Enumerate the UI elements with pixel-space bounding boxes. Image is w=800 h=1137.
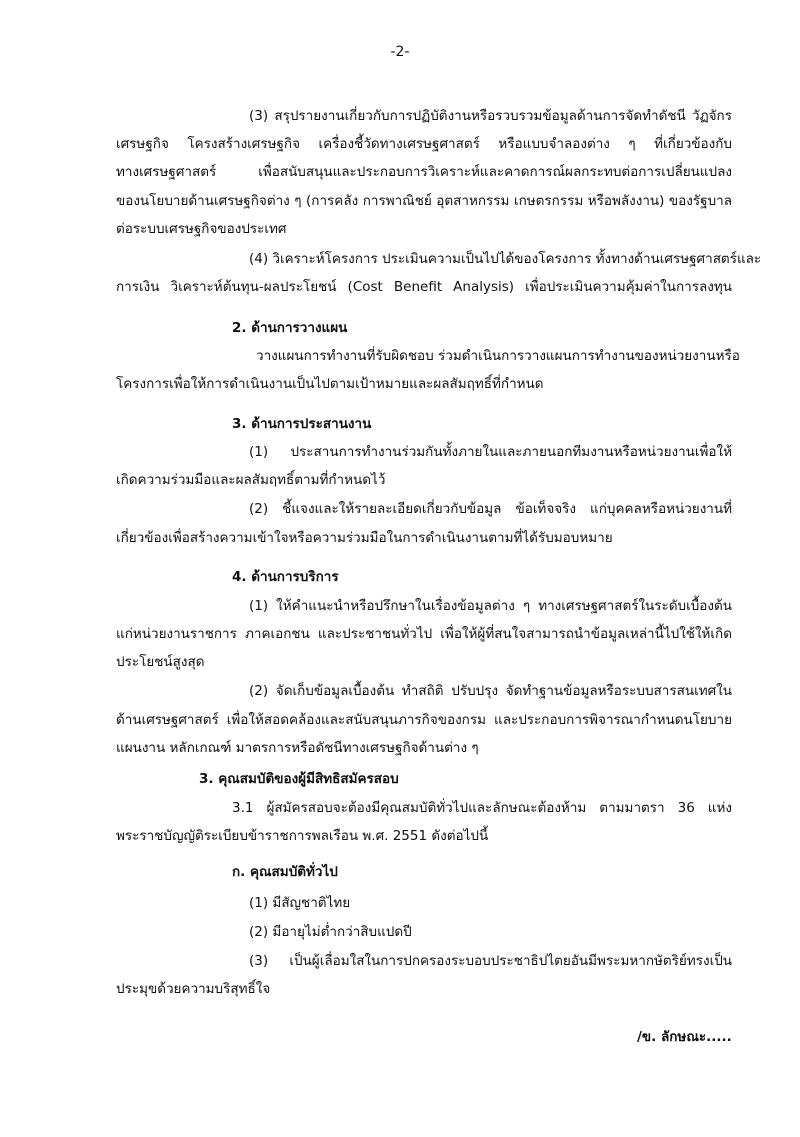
continued-marker: /ข. ลักษณะ.....: [637, 1029, 732, 1045]
item-3-line-4: ของนโยบายด้านเศรษฐกิจต่าง ๆ (การคลัง การพาณิชย์ อุตสาหกรรม เกษตรกรรม หรือพลังงาน) ของรัฐบาล: [116, 193, 732, 209]
general-2: (2) มีอายุไม่ต่ำกว่าสิบแปดปี: [249, 924, 412, 940]
item-3-line-2: เศรษฐกิจ โครงสร้างเศรษฐกิจ เครื่องชี้วัดทางเศรษฐศาสตร์ หรือแบบจำลองต่าง ๆ ที่เกี่ยวข้องกับ: [116, 136, 732, 152]
heading-coordination: 3. ด้านการประสานงาน: [232, 416, 372, 432]
coord-2-line-1: (2) ชี้แจงและให้รายละเอียดเกี่ยวกับข้อมูล ข้อเท็จจริง แก่บุคคลหรือหน่วยงานที่: [249, 501, 732, 517]
item-3-line-5: ต่อระบบเศรษฐกิจของประเทศ: [116, 221, 287, 237]
general-1: (1) มีสัญชาติไทย: [249, 895, 351, 911]
item-4-line-2: การเงิน วิเคราะห์ต้นทุน-ผลประโยชน์ (Cost Benefit Analysis) เพื่อประเมินความคุ้มค่าในการลงทุน: [116, 279, 732, 295]
planning-line-1: วางแผนการทำงานที่รับผิดชอบ ร่วมดำเนินการวางแผนการทำงานของหน่วยงานหรือ: [256, 348, 740, 364]
heading-general-qualifications: ก. คุณสมบัติทั่วไป: [232, 864, 338, 880]
coord-2-line-2: เกี่ยวข้องเพื่อสร้างความเข้าใจหรือความร่วมมือในการดำเนินงานตามที่ได้รับมอบหมาย: [116, 530, 613, 546]
coord-1-line-1: (1) ประสานการทำงานร่วมกันทั้งภายในและภายนอกทีมงานหรือหน่วยงานเพื่อให้: [249, 444, 732, 460]
general-3-line-2: ประมุขด้วยความบริสุทธิ์ใจ: [116, 981, 271, 997]
qual-3-1-line-1: 3.1 ผู้สมัครสอบจะต้องมีคุณสมบัติทั่วไปและลักษณะต้องห้าม ตามมาตรา 36 แห่ง: [232, 800, 732, 816]
service-2-line-3: แผนงาน หลักเกณฑ์ มาตรการหรือดัชนีทางเศรษฐกิจด้านต่าง ๆ: [116, 740, 479, 756]
service-2-line-2: ด้านเศรษฐศาสตร์ เพื่อให้สอดคล้องและสนับสนุนภารกิจของกรม และประกอบการพิจารณากำหนดนโยบาย: [116, 712, 732, 728]
general-3-line-1: (3) เป็นผู้เลื่อมใสในการปกครองระบอบประชาธิปไตยอันมีพระมหากษัตริย์ทรงเป็น: [249, 953, 732, 969]
service-2-line-1: (2) จัดเก็บข้อมูลเบื้องต้น ทำสถิติ ปรับปรุง จัดทำฐานข้อมูลหรือระบบสารสนเทศใน: [249, 683, 732, 699]
heading-service: 4. ด้านการบริการ: [232, 569, 339, 585]
heading-planning: 2. ด้านการวางแผน: [232, 320, 348, 336]
heading-qualifications: 3. คุณสมบัติของผู้มีสิทธิสมัครสอบ: [199, 771, 399, 787]
item-4-line-1: (4) วิเคราะห์โครงการ ประเมินความเป็นไปได้ของโครงการ ทั้งทางด้านเศรษฐศาสตร์และ: [249, 251, 762, 267]
qual-3-1-line-2: พระราชบัญญัติระเบียบข้าราชการพลเรือน พ.ศ. 2551 ดังต่อไปนี้: [116, 828, 489, 844]
service-1-line-1: (1) ให้คำแนะนำหรือปรึกษาในเรื่องข้อมูลต่าง ๆ ทางเศรษฐศาสตร์ในระดับเบื้องต้น: [249, 598, 732, 614]
item-3-line-3: ทางเศรษฐศาสตร์ เพื่อสนับสนุนและประกอบการวิเคราะห์และคาดการณ์ผลกระทบต่อการเปลี่ยนแปลง: [116, 164, 732, 180]
item-3-line-1: (3) สรุปรายงานเกี่ยวกับการปฏิบัติงานหรือรวบรวมข้อมูลด้านการจัดทำดัชนี วัฏจักร: [249, 108, 732, 124]
planning-line-2: โครงการเพื่อให้การดำเนินงานเป็นไปตามเป้าหมายและผลสัมฤทธิ์ที่กำหนด: [116, 376, 544, 392]
service-1-line-3: ประโยชน์สูงสุด: [116, 654, 205, 670]
coord-1-line-2: เกิดความร่วมมือและผลสัมฤทธิ์ตามที่กำหนดไว้: [116, 472, 386, 488]
service-1-line-2: แก่หน่วยงานราชการ ภาคเอกชน และประชาชนทั่วไป เพื่อให้ผู้ที่สนใจสามารถนำข้อมูลเหล่านี้ไปใช้ให้เกิด: [116, 626, 732, 642]
page-number: -2-: [390, 44, 410, 60]
